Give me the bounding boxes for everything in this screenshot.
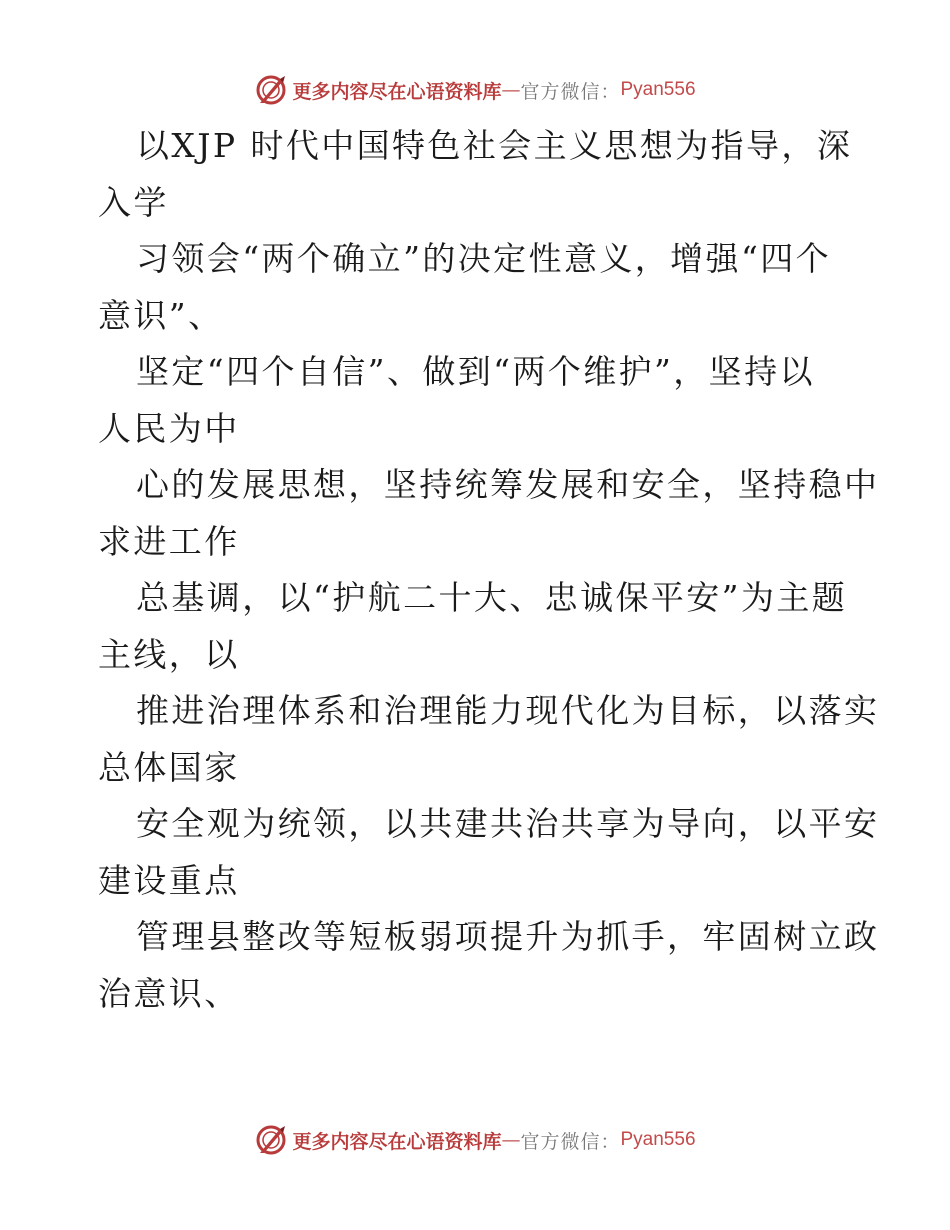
banner-wechat-id: Pyan556 (620, 1129, 696, 1150)
text-line: 管理县整改等短板弱项提升为抓手，牢固树立政 (136, 917, 880, 956)
quill-logo-icon (254, 1123, 288, 1157)
footer-banner (0, 1120, 950, 1160)
text-line: 安全观为统领，以共建共治共享为导向，以平安 (136, 804, 880, 843)
banner-dash: — (501, 79, 521, 101)
text-line: 治意识、 (98, 973, 240, 1013)
text-line: 入学 (98, 182, 169, 222)
text-line: 建设重点 (98, 860, 240, 900)
banner-site-text: 更多内容尽在心语资料库 (292, 80, 502, 103)
text-line: 推进治理体系和治理能力现代化为目标，以落实 (136, 691, 880, 730)
document-body (98, 118, 880, 1022)
text-line: 总基调，以“护航二十大、忠诚保平安”为主题 (136, 578, 848, 617)
banner-wechat-id: Pyan556 (620, 79, 696, 100)
text-line: 人民为中 (98, 408, 240, 448)
text-line: 以XJP 时代中国特色社会主义思想为指导，深 (136, 126, 853, 165)
banner-wechat-label: 官方微信： (520, 80, 621, 103)
quill-logo-icon (254, 73, 288, 107)
text-line: 心的发展思想，坚持统筹发展和安全，坚持稳中 (136, 465, 880, 504)
text-line: 坚定“四个自信”、做到“两个维护”，坚持以 (136, 352, 815, 391)
text-line: 意识”、 (98, 295, 224, 335)
text-line: 总体国家 (98, 747, 240, 787)
banner-site-text: 更多内容尽在心语资料库 (292, 1130, 502, 1153)
text-line: 主线，以 (98, 634, 240, 674)
banner-wechat-label: 官方微信： (520, 1130, 621, 1153)
text-line: 求进工作 (98, 521, 240, 561)
banner-dash: — (501, 1129, 521, 1151)
text-line: 习领会“两个确立”的决定性意义，增强“四个 (136, 239, 832, 278)
header-banner (0, 70, 950, 110)
